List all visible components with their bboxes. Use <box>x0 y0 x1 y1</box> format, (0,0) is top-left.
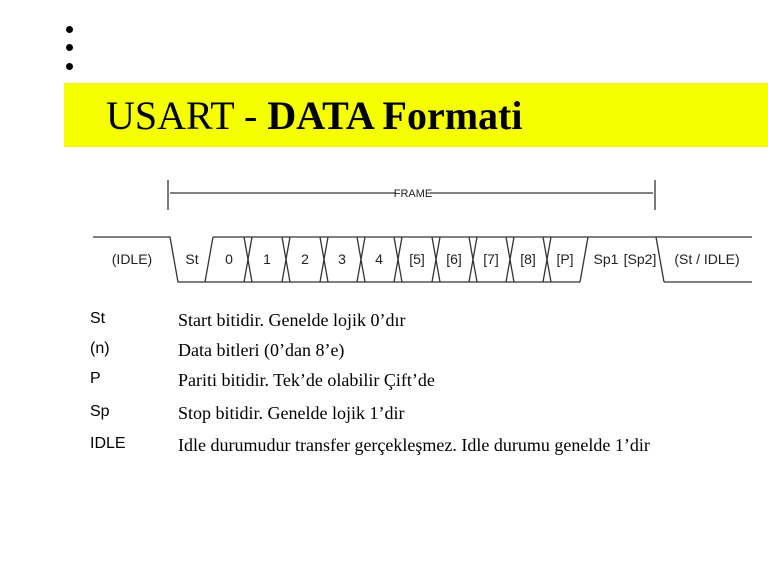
bullet-dot <box>66 63 73 70</box>
legend-key: St <box>90 310 106 327</box>
legend-key: P <box>90 370 101 387</box>
segment-label: Sp1 <box>593 251 619 267</box>
legend-row <box>0 403 768 427</box>
segment-label: 0 <box>225 251 233 267</box>
segment-label: [7] <box>483 251 499 267</box>
segment-label: 3 <box>338 251 346 267</box>
slide-title <box>106 92 522 140</box>
segment-label: [5] <box>409 251 425 267</box>
segment-label: [8] <box>520 251 536 267</box>
legend-key: (n) <box>90 340 110 357</box>
title-prefix: USART - <box>106 93 268 138</box>
usart-frame-diagram <box>0 170 768 290</box>
legend-desc: Data bitleri (0’dan 8’e) <box>178 340 345 360</box>
legend-desc: Start bitidir. Genelde lojik 0’dır <box>178 310 406 330</box>
legend-desc: Pariti bitidir. Tek’de olabilir Çift’de <box>178 370 435 390</box>
legend-desc: Stop bitidir. Genelde lojik 1’dir <box>178 403 405 423</box>
segment-label: (St / IDLE) <box>674 251 740 267</box>
segment-label: [6] <box>446 251 462 267</box>
legend-row <box>0 435 768 459</box>
legend-key: Sp <box>90 403 110 420</box>
segment-label: [P] <box>556 251 574 267</box>
segment-label: (IDLE) <box>111 251 153 267</box>
legend-row <box>0 340 768 364</box>
legend-key: IDLE <box>90 435 126 452</box>
segment-label: 4 <box>375 251 383 267</box>
legend-row <box>0 310 768 334</box>
legend-row <box>0 370 768 394</box>
segment-label: 2 <box>301 251 309 267</box>
frame-label: FRAME <box>393 188 433 200</box>
bullet-dot <box>66 44 73 51</box>
title-bold: DATA Formati <box>267 93 523 138</box>
segment-label: 1 <box>263 251 271 267</box>
segment-label: [Sp2] <box>623 251 657 267</box>
segment-label: St <box>185 251 199 267</box>
bit-crossings <box>244 237 551 282</box>
legend-desc: Idle durumudur transfer gerçekleşmez. Idle durumu genelde 1’dir <box>178 435 650 455</box>
bullet-dot <box>66 26 73 33</box>
